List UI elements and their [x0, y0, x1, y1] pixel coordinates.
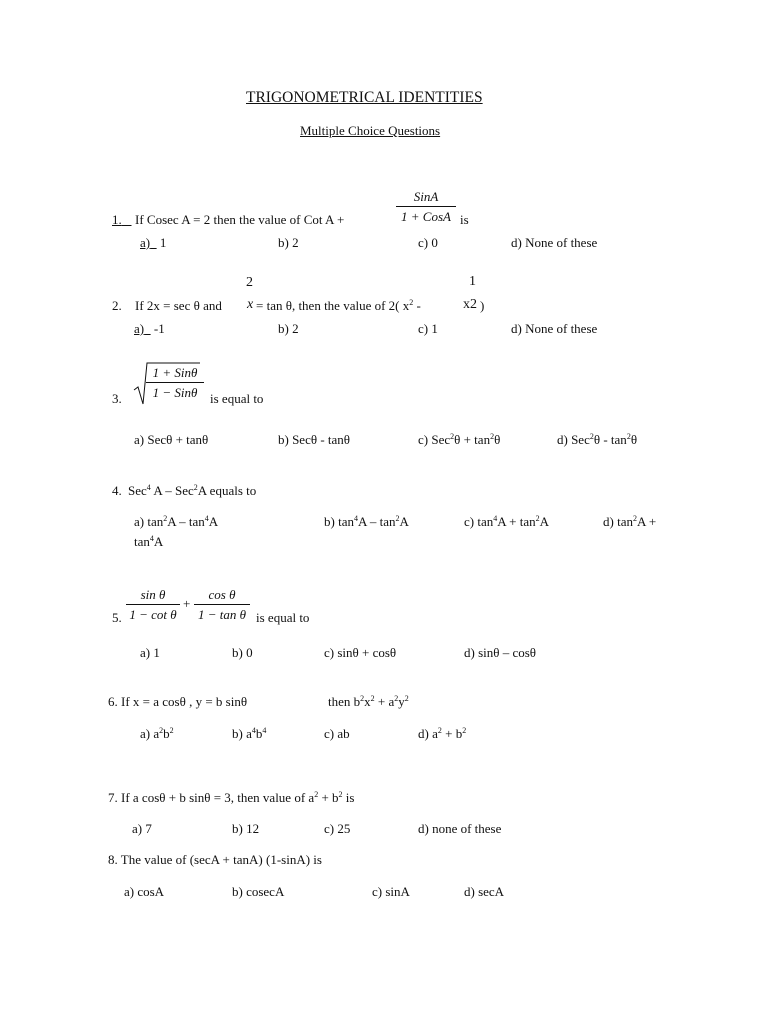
q5-plus: +	[183, 596, 191, 611]
q1-option-c: c) 0	[418, 235, 438, 250]
exponent: 4	[149, 534, 154, 543]
q1-option-a	[140, 236, 166, 249]
exponent: 2	[360, 694, 365, 703]
q2-option-c: c) 1	[418, 321, 438, 336]
q2-dash: -	[413, 298, 421, 313]
q4-d-p1: d) tan	[603, 514, 633, 529]
q4-part3: A equals to	[197, 483, 257, 498]
q6-d-p1: d) a	[418, 726, 438, 741]
exponent: 4	[493, 514, 498, 523]
q7-option-b: b) 12	[232, 821, 260, 836]
q4-c-p1: c) tan	[464, 514, 494, 529]
exponent: 4	[353, 514, 358, 523]
page-title: TRIGONOMETRICAL IDENTITIES	[246, 89, 483, 106]
q5-fraction-2	[194, 588, 250, 621]
exponent: 2	[338, 790, 343, 799]
exponent: 2	[193, 483, 198, 492]
q4-d-wrap-p1: tan	[134, 534, 150, 549]
q1-option-b: b) 2	[278, 235, 299, 250]
q3-option-d	[557, 433, 637, 446]
q4-d-p2: A +	[636, 514, 657, 529]
question-2-middle	[256, 299, 421, 312]
q4-part1: Sec	[128, 483, 147, 498]
q1-fraction-numerator: SinA	[413, 189, 439, 204]
exponent: 4	[204, 514, 209, 523]
question-1-number	[112, 213, 132, 226]
q6-option-c: c) ab	[324, 726, 350, 741]
q2-option-d: d) None of these	[511, 321, 598, 336]
q3-option-c	[418, 433, 500, 446]
q4-a-p3: A	[208, 514, 219, 529]
q4-c-p3: A	[539, 514, 550, 529]
q6-then-p3: + a	[374, 694, 395, 709]
exponent: 2	[589, 432, 594, 441]
q4-b-p1: b) tan	[324, 514, 354, 529]
exponent: 2	[159, 726, 164, 735]
exponent: 2	[490, 432, 495, 441]
exponent: 2	[535, 514, 540, 523]
q8-option-a: a) cosA	[124, 884, 165, 899]
q4-option-d	[603, 515, 656, 528]
q1-option-d: d) None of these	[511, 235, 598, 250]
q6-b-p1: b) a	[232, 726, 252, 741]
q1-num-text: 1.	[112, 212, 122, 227]
q5-f1-numerator: sin θ	[140, 587, 166, 602]
q5-f1-denominator: 1 − cot θ	[129, 607, 177, 622]
q2-fraction1-numerator: 2	[246, 275, 253, 290]
q3-option-a: a) Secθ + tanθ	[134, 432, 209, 447]
q3-radicand-numerator: 1 + Sinθ	[152, 365, 198, 380]
q3-option-d-part2: θ - tan	[593, 432, 627, 447]
question-8-text: 8. The value of (secA + tanA) (1-sinA) is	[108, 852, 322, 867]
q2-option-b: b) 2	[278, 321, 299, 336]
exponent: 2	[394, 694, 399, 703]
q3-radicand-denominator: 1 − Sinθ	[152, 385, 198, 400]
exponent: 2	[626, 432, 631, 441]
question-2-text: If 2x = sec θ and	[135, 298, 222, 313]
exponent: 2	[163, 514, 168, 523]
q8-option-b: b) cosecA	[232, 884, 285, 899]
q4-a-p2: A – tan	[167, 514, 205, 529]
q4-option-d-wrap	[134, 535, 163, 548]
q6-option-b	[232, 727, 266, 740]
q3-option-c-part3: θ	[494, 432, 501, 447]
question-1-text: If Cosec A = 2 then the value of Cot A +	[135, 212, 345, 227]
q6-d-p2: + b	[441, 726, 463, 741]
q6-option-d	[418, 727, 466, 740]
exponent: 2	[632, 514, 637, 523]
exponent: 2	[395, 514, 400, 523]
q3-radicand	[146, 366, 204, 399]
q2-close-paren: )	[480, 298, 485, 313]
exponent: 2	[437, 726, 442, 735]
exponent: 2	[450, 432, 455, 441]
q3-option-c-part1: c) Sec	[418, 432, 451, 447]
q7-option-d: d) none of these	[418, 821, 502, 836]
q4-b-p3: A	[399, 514, 409, 529]
q6-option-a	[140, 727, 174, 740]
q2-fraction1-denominator: x	[247, 297, 254, 312]
q1-fraction-denominator: 1 + CosA	[401, 209, 451, 224]
q1-option-a-label: a)	[140, 235, 151, 250]
q4-b-p2: A – tan	[357, 514, 396, 529]
question-4-text	[128, 484, 256, 497]
q6-a-p1: a) a	[140, 726, 160, 741]
q5-option-c: c) sinθ + cosθ	[324, 645, 397, 660]
q2-fraction2-numerator: 1	[469, 274, 476, 289]
q4-c-p2: A + tan	[497, 514, 536, 529]
q2-mid-text: = tan θ, then the value of 2( x	[256, 298, 410, 313]
q2-fraction2-denominator: x2	[463, 297, 477, 312]
q8-option-d: d) secA	[464, 884, 505, 899]
question-2-number: 2.	[112, 298, 122, 313]
q4-a-p1: a) tan	[134, 514, 164, 529]
q4-option-c	[464, 515, 549, 528]
question-4-number: 4.	[112, 483, 122, 498]
question-6-then	[328, 695, 409, 708]
q3-option-b: b) Secθ - tanθ	[278, 432, 351, 447]
question-5-text: is equal to	[256, 610, 310, 625]
q6-b-p2: b	[255, 726, 263, 741]
exponent: 2	[169, 726, 174, 735]
q6-then-p4: y	[398, 694, 405, 709]
q7-p1: 7. If a cosθ + b sinθ = 3, then value of a	[108, 790, 315, 805]
exponent: 2	[314, 790, 319, 799]
q3-option-c-part2: θ + tan	[454, 432, 491, 447]
q6-then-p2: x	[364, 694, 371, 709]
exponent: 2	[404, 694, 409, 703]
q3-option-d-part1: d) Sec	[557, 432, 590, 447]
exponent: 2	[462, 726, 467, 735]
q2-exponent: 2	[409, 298, 414, 307]
q4-option-b	[324, 515, 409, 528]
exponent: 4	[251, 726, 256, 735]
q2-option-a	[134, 322, 165, 335]
exponent: 4	[262, 726, 267, 735]
q4-option-a	[134, 515, 218, 528]
exponent: 4	[146, 483, 151, 492]
q7-p2: + b	[318, 790, 339, 805]
q2-option-a-value: -1	[150, 321, 165, 336]
q5-f2-numerator: cos θ	[208, 587, 236, 602]
q2-option-a-label: a)	[134, 321, 145, 336]
q6-then-p1: then b	[328, 694, 361, 709]
q4-part2: A – Sec	[150, 483, 194, 498]
page-subtitle: Multiple Choice Questions	[300, 123, 441, 138]
question-3-number: 3.	[112, 391, 122, 406]
q6-a-p2: b	[163, 726, 170, 741]
q5-f2-denominator: 1 − tan θ	[197, 607, 247, 622]
question-7-text	[108, 791, 354, 804]
q5-option-d: d) sinθ – cosθ	[464, 645, 537, 660]
question-3-text: is equal to	[210, 391, 264, 406]
q1-option-a-value: 1	[156, 235, 167, 250]
q5-fraction-1	[126, 588, 180, 621]
exponent: 2	[370, 694, 375, 703]
q5-option-a: a) 1	[140, 645, 160, 660]
question-1-tail: is	[460, 212, 469, 227]
q4-d-wrap-p2: A	[153, 534, 164, 549]
q5-option-b: b) 0	[232, 645, 253, 660]
q7-p3: is	[342, 790, 355, 805]
q7-option-a: a) 7	[132, 821, 152, 836]
q7-option-c: c) 25	[324, 821, 351, 836]
question-5-number: 5.	[112, 610, 122, 625]
question-6-text: 6. If x = a cosθ , y = b sinθ	[108, 694, 248, 709]
q1-fraction	[396, 190, 456, 223]
q3-option-d-part3: θ	[630, 432, 638, 447]
q8-option-c: c) sinA	[372, 884, 410, 899]
